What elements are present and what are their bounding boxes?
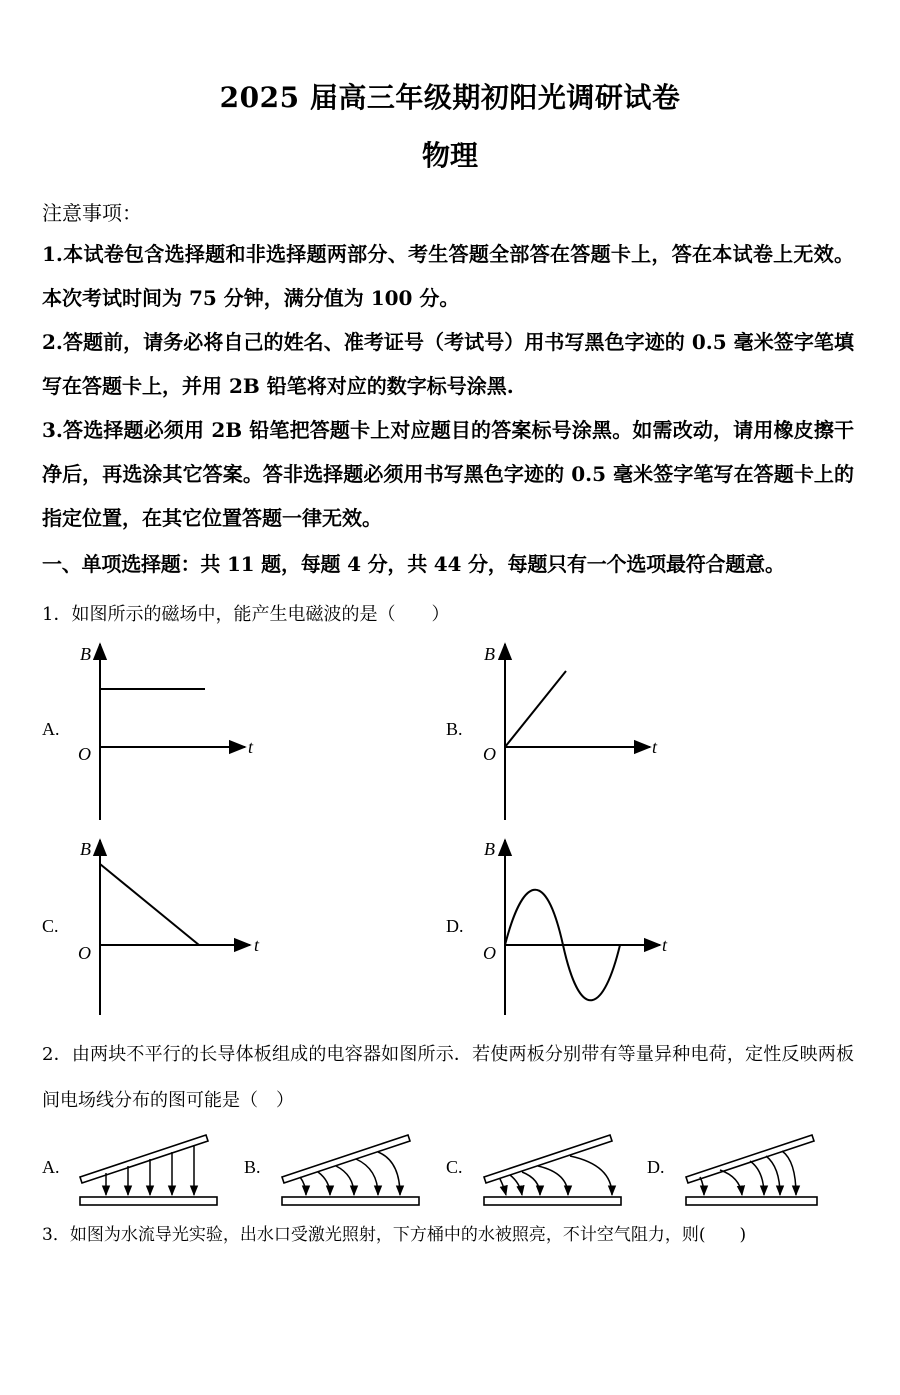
origin-label: O <box>78 744 91 764</box>
x-axis-label: t <box>662 935 668 955</box>
figure-b <box>244 1135 419 1205</box>
upper-plate <box>80 1135 208 1183</box>
figure-c <box>446 1135 621 1205</box>
option-d-label: D. <box>446 916 464 936</box>
x-axis-label: t <box>652 737 658 757</box>
exam-title: 2025 届高三年级期初阳光调研试卷 <box>219 81 681 114</box>
question-2-stem: 2．由两块不平行的长导体板组成的电容器如图所示．若使两板分别带有等量异种电荷，定性反映两板间电场线分布的图可能是（ ） <box>42 1044 854 1111</box>
x-axis-label: t <box>254 935 260 955</box>
section-heading: 一、单项选择题：共 11 题，每题 4 分，共 44 分，每题只有一个选项最符合题意。 <box>42 552 785 576</box>
option-c-label: C. <box>446 1157 463 1177</box>
option-d-label: D. <box>647 1157 665 1177</box>
graph-b <box>446 644 658 820</box>
lower-plate <box>80 1197 217 1205</box>
y-axis-label: B <box>80 644 91 664</box>
increasing-field-curve <box>505 671 566 747</box>
option-b-label: B. <box>244 1157 261 1177</box>
question-3-stem: 3．如图为水流导光实验，出水口受激光照射，下方桶中的水被照亮，不计空气阻力，则( ) <box>42 1225 747 1245</box>
upper-plate <box>282 1135 410 1183</box>
graph-c <box>42 839 260 1015</box>
lower-plate <box>686 1197 817 1205</box>
origin-label: O <box>483 943 496 963</box>
exam-subject: 物理 <box>421 139 478 172</box>
graph-a <box>42 644 254 820</box>
note-item-1: 1.本试卷包含选择题和非选择题两部分、考生答题全部答在答题卡上，答在本试卷上无效。本次考试时间为 75 分钟，满分值为 100 分。 <box>42 242 854 310</box>
option-c-label: C. <box>42 916 59 936</box>
note-item-3: 3.答选择题必须用 2B 铅笔把答题卡上对应题目的答案标号涂黑。如需改动，请用橡皮擦干净后，再选涂其它答案。答非选择题必须用书写黑色字迹的 0.5 毫米签字笔写在答题卡上的指定位置，在其它位置答题一律无效。 <box>42 418 854 530</box>
option-a-label: A. <box>42 1157 60 1177</box>
origin-label: O <box>483 744 496 764</box>
graph-d <box>446 839 668 1015</box>
option-b-label: B. <box>446 719 463 739</box>
x-axis-label: t <box>248 737 254 757</box>
note-item-2: 2.答题前，请务必将自己的姓名、准考证号（考试号）用书写黑色字迹的 0.5 毫米签字笔填写在答题卡上，并用 2B 铅笔将对应的数字标号涂黑. <box>42 330 854 398</box>
y-axis-label: B <box>484 644 495 664</box>
y-axis-label: B <box>80 839 91 859</box>
origin-label: O <box>78 943 91 963</box>
figure-d <box>647 1135 817 1205</box>
lower-plate <box>484 1197 621 1205</box>
question-2-figures <box>0 1125 900 1215</box>
figure-a <box>42 1135 217 1205</box>
upper-plate <box>484 1135 612 1183</box>
decreasing-field-curve <box>100 864 199 945</box>
notes-heading: 注意事项： <box>42 201 142 225</box>
question-1-graphs <box>0 630 900 1030</box>
lower-plate <box>282 1197 419 1205</box>
y-axis-label: B <box>484 839 495 859</box>
option-a-label: A. <box>42 719 60 739</box>
question-1-stem: 1．如图所示的磁场中，能产生电磁波的是（ ） <box>42 604 450 625</box>
